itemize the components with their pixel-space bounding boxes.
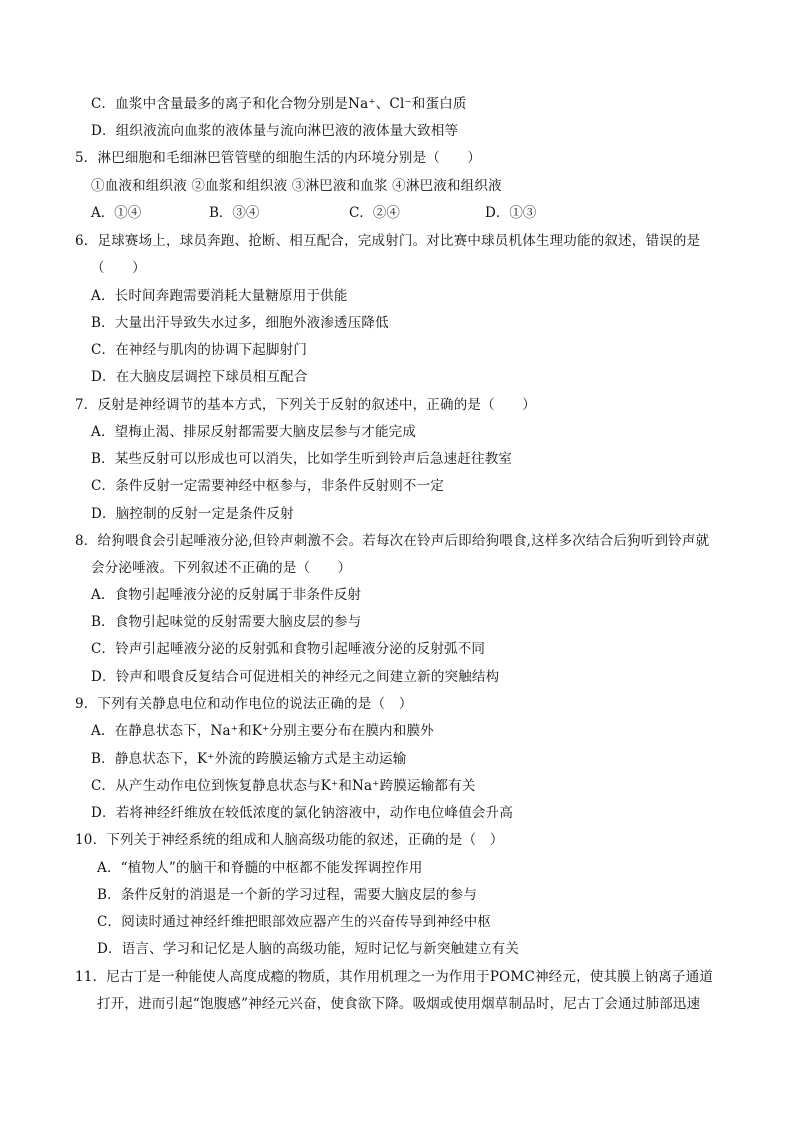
q7-option-b: B．某些反射可以形成也可以消失，比如学生听到铃声后急速赶往教室 [91,451,513,467]
q5-option-c: C．②④ [349,205,400,221]
q9-option-d: D．若将神经纤维放在较低浓度的氯化钠溶液中，动作电位峰值会升高 [91,805,514,821]
q8-option-c: C．铃声引起唾液分泌的反射弧和食物引起唾液分泌的反射弧不同 [91,641,486,657]
q6-stem-line2: （ ） [91,260,146,276]
q6-option-a: A．长时间奔跑需要消耗大量糖原用于供能 [91,288,348,304]
q10-option-a: A．“植物人”的脑干和脊髓的中枢都不能发挥调控作用 [97,860,423,876]
q6-option-c: C．在神经与肌肉的协调下起脚射门 [91,342,308,358]
q7-stem: 7．反射是神经调节的基本方式，下列关于反射的叙述中，正确的是（ ） [75,397,536,413]
q9-option-c: C．从产生动作电位到恢复静息状态与K⁺和Na⁺跨膜运输都有关 [91,778,476,794]
q5-option-a: A．①④ [91,205,142,221]
q8-option-a: A．食物引起唾液分泌的反射属于非条件反射 [91,587,362,603]
q5-option-d: D．①③ [485,205,537,221]
q4-option-d: D．组织液流向血浆的液体量与流向淋巴液的液体量大致相等 [91,123,459,139]
q11-stem-line2: 打开，进而引起“饱腹感”神经元兴奋，使食欲下降。吸烟或使用烟草制品时，尼古丁会通过肺部迅速 [97,996,701,1012]
q8-option-d: D．铃声和喂食反复结合可促进相关的神经元之间建立新的突触结构 [91,669,500,685]
q5-items: ①血液和组织液 ②血浆和组织液 ③淋巴液和血浆 ④淋巴液和组织液 [91,178,502,194]
q5-option-b: B．③④ [209,205,260,221]
q10-stem: 10．下列关于神经系统的组成和人脑高级功能的叙述，正确的是（ ） [75,832,504,848]
q10-option-b: B．条件反射的消退是一个新的学习过程，需要大脑皮层的参与 [97,887,478,903]
q5-stem: 5．淋巴细胞和毛细淋巴管管壁的细胞生活的内环境分别是（ ） [75,150,482,166]
q8-option-b: B．食物引起味觉的反射需要大脑皮层的参与 [91,614,362,630]
q8-stem-line1: 8．给狗喂食会引起唾液分泌,但铃声刺激不会。若每次在铃声后即给狗喂食,这样多次结合后狗听到铃声就 [75,533,710,549]
q6-option-b: B．大量出汗导致失水过多，细胞外液渗透压降低 [91,315,389,331]
q9-stem: 9．下列有关静息电位和动作电位的说法正确的是（ ） [75,696,413,712]
q7-option-a: A．望梅止渴、排尿反射都需要大脑皮层参与才能完成 [91,424,417,440]
q6-option-d: D．在大脑皮层调控下球员相互配合 [91,369,308,385]
q10-option-c: C．阅读时通过神经纤维把眼部效应器产生的兴奋传导到神经中枢 [97,914,492,930]
q8-stem-line2: 会分泌唾液。下列叙述不正确的是（ ） [91,560,352,576]
q6-stem-line1: 6．足球赛场上，球员奔跑、抢断、相互配合，完成射门。对比赛中球员机体生理功能的叙述，错误的是 [75,233,701,249]
q4-option-c: C．血浆中含量最多的离子和化合物分别是Na⁺、Cl⁻和蛋白质 [91,96,467,112]
q10-option-d: D．语言、学习和记忆是人脑的高级功能，短时记忆与新突触建立有关 [97,941,520,957]
q9-option-b: B．静息状态下，K⁺外流的跨膜运输方式是主动运输 [91,751,407,767]
q11-stem-line1: 11．尼古丁是一种能使人高度成瘾的物质，其作用机理之一为作用于POMC神经元，使其膜上钠离子通道 [75,969,714,985]
q7-option-d: D．脑控制的反射一定是条件反射 [91,506,294,522]
q7-option-c: C．条件反射一定需要神经中枢参与，非条件反射则不一定 [91,478,445,494]
q9-option-a: A．在静息状态下，Na⁺和K⁺分别主要分布在膜内和膜外 [91,723,434,739]
